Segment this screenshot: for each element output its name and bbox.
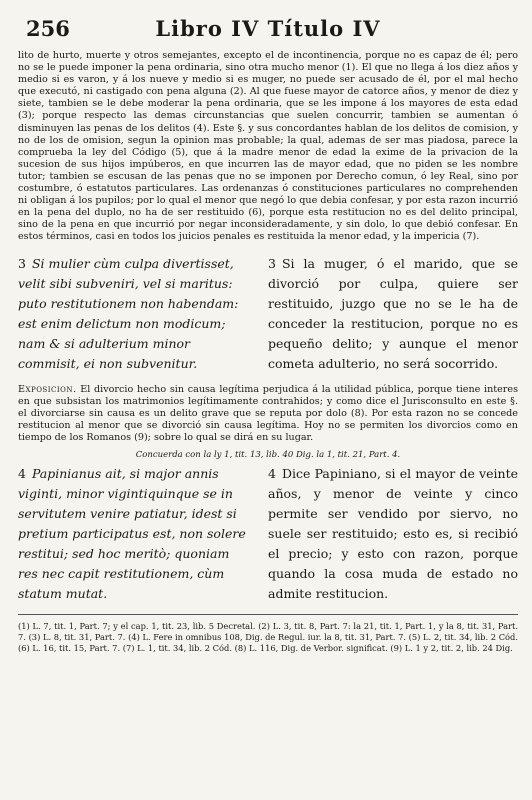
section-3-latin-text: Si mulier cùm culpa divertisset, velit sibi subveniri, vel si maritus: puto restitutionem non habendam: est enim delictum non modicum; nam & si adulterium minor commisit, ei non subvenitur. — [18, 255, 239, 371]
book-page — [18, 12, 518, 654]
section-3-latin — [18, 254, 250, 374]
section-3-latin-column — [18, 254, 250, 374]
footnote-divider — [18, 614, 518, 615]
section-4-number-spanish: 4 — [268, 465, 276, 481]
exposicion-label: Exposicion. — [18, 383, 77, 395]
intro-paragraph — [18, 50, 518, 244]
section-4-spanish — [268, 464, 518, 604]
section-3-number-latin: 3 — [18, 255, 26, 271]
section-4-spanish-text: Dice Papiniano, si el mayor de veinte años, y menor de veinte y cinco permite ser vendido por siervo, no suele ser restituido; esto es, si recibió el precio; y esto con razon, porque quando la cosa muda de estado no admite restitucion. — [268, 465, 518, 601]
section-3-spanish-text: Si la muger, ó el marido, que se divorció por culpa, quiere ser restituido, juzgo que no se le ha de conceder la restitucion, porque no es pequeño delito; y aunque el menor cometa adulterio, no será socorrido. — [268, 255, 518, 371]
section-4-latin-text: Papinianus ait, si major annis viginti, minor vigintiquinque se in servitutem venire patiatur, idest si pretium participatus est, non solere restitui; sed hoc meritò; quoniam res nec capit restitutionem, cùm statum mutat. — [18, 465, 246, 601]
exposicion-paragraph — [18, 384, 518, 444]
page-header — [18, 12, 518, 48]
section-4 — [18, 464, 518, 604]
page-number: 256 — [26, 16, 70, 41]
section-4-latin — [18, 464, 250, 604]
section-3-number-spanish: 3 — [268, 255, 276, 271]
running-title: Libro IV Título IV — [155, 16, 381, 41]
footnotes-text: (1) L. 7, tit. 1, Part. 7; y el cap. 1, tit. 23, lib. 5 Decretal. (2) L. 3, tit. 8, Part. 7: la 21, tit. 1, Part. 1, y la 8, tit. 31, Part. 7. (3) L. 8, tit. 31, Part. 7. (4) L. Fere in omnibus 108, Dig. de Regul. iur. la 8, tit. 31, Part. 7. (5) L. 2, tit. 34, lib. 2 Cód. (6) L. 16, tit. 15, Part. 7. (7) L. 1, tit. 34, lib. 2 Cód. (8) L. 116, Dig. de Verbor. significat. (9) L. 1 y 2, tit. 2, lib. 24 Dig. — [18, 620, 518, 653]
footnotes — [18, 621, 518, 654]
section-4-number-latin: 4 — [18, 465, 26, 481]
exposicion-text: El divorcio hecho sin causa legítima perjudica á la utilidad pública, porque tiene interes en que subsistan los matrimonios legítimamente contrahidos; y como dice el Jurisconsulto en este §. el divorciarse sin causa es un delito grave que se reputa por dolo (8). Por esta razon no se concede restitucion al menor que se divorció sin causa legítima. Hoy no se permiten los divorcios como en tiempo de los Romanos (9); sobre lo qual se dirá en su lugar. — [18, 383, 518, 443]
concuerda-line: Concuerda con la ly 1, tit. 13, lib. 40 Dig. la 1, tit. 21, Part. 4. — [135, 449, 401, 460]
section-4-spanish-column — [268, 464, 518, 604]
section-4-latin-column — [18, 464, 250, 604]
intro-text: lito de hurto, muerte y otros semejantes, excepto el de incontinencia, porque no es capaz de él; pero no se le puede imponer la pena ordinaria, sino otra mucho menor (1). El que no llega á los diez años y medio si es varon, y á los nueve y medio si es muger, no puede ser acusado de él, por el mal hecho que executó, ni castigado con pena alguna (2). Al que fuese mayor de catorce años, y menor de diez y siete, tambien se le debe moderar la pena ordinaria, que se les impone á los mayores de esta edad (3); porque respecto las demas circunstancias que suelen concurrir, tambien se aumentan ó disminuyen las penas de los delitos (4). Este §. y sus concordantes hablan de los delitos de comision, y no de los de omision, segun la opinion mas probable; la qual, ademas de ser mas piadosa, parece la comprueba la ley del Código (5), que á la madre menor de edad la exime de la privacion de la sucesion de sus hijos impúberos, en que incurren las de mayor edad, que no piden se les nombre tutor; tambien se escusan de las penas que no se imponen por Derecho comun, ó ley Real, sino por costumbre, ó estatutos particulares. Las ordenanzas ó constituciones particulares no comprehenden ni obligan á los pupilos; por lo qual el menor que negó lo que debia confesar, y por esta razon incurrió en la pena del duplo, no ha de ser restituido (6), porque esta restitucion no es del delito principal, sino de la pena en que incurrió por negar inconsideradamente, y sin dolo, lo que debió confesar. En estos términos, casi en todos los juicios penales es restituida la menor edad, y la impericia (7). — [18, 50, 518, 243]
section-3-spanish-column — [268, 254, 518, 374]
section-3-spanish — [268, 254, 518, 374]
exposicion-body — [18, 384, 518, 444]
section-3 — [18, 254, 518, 374]
